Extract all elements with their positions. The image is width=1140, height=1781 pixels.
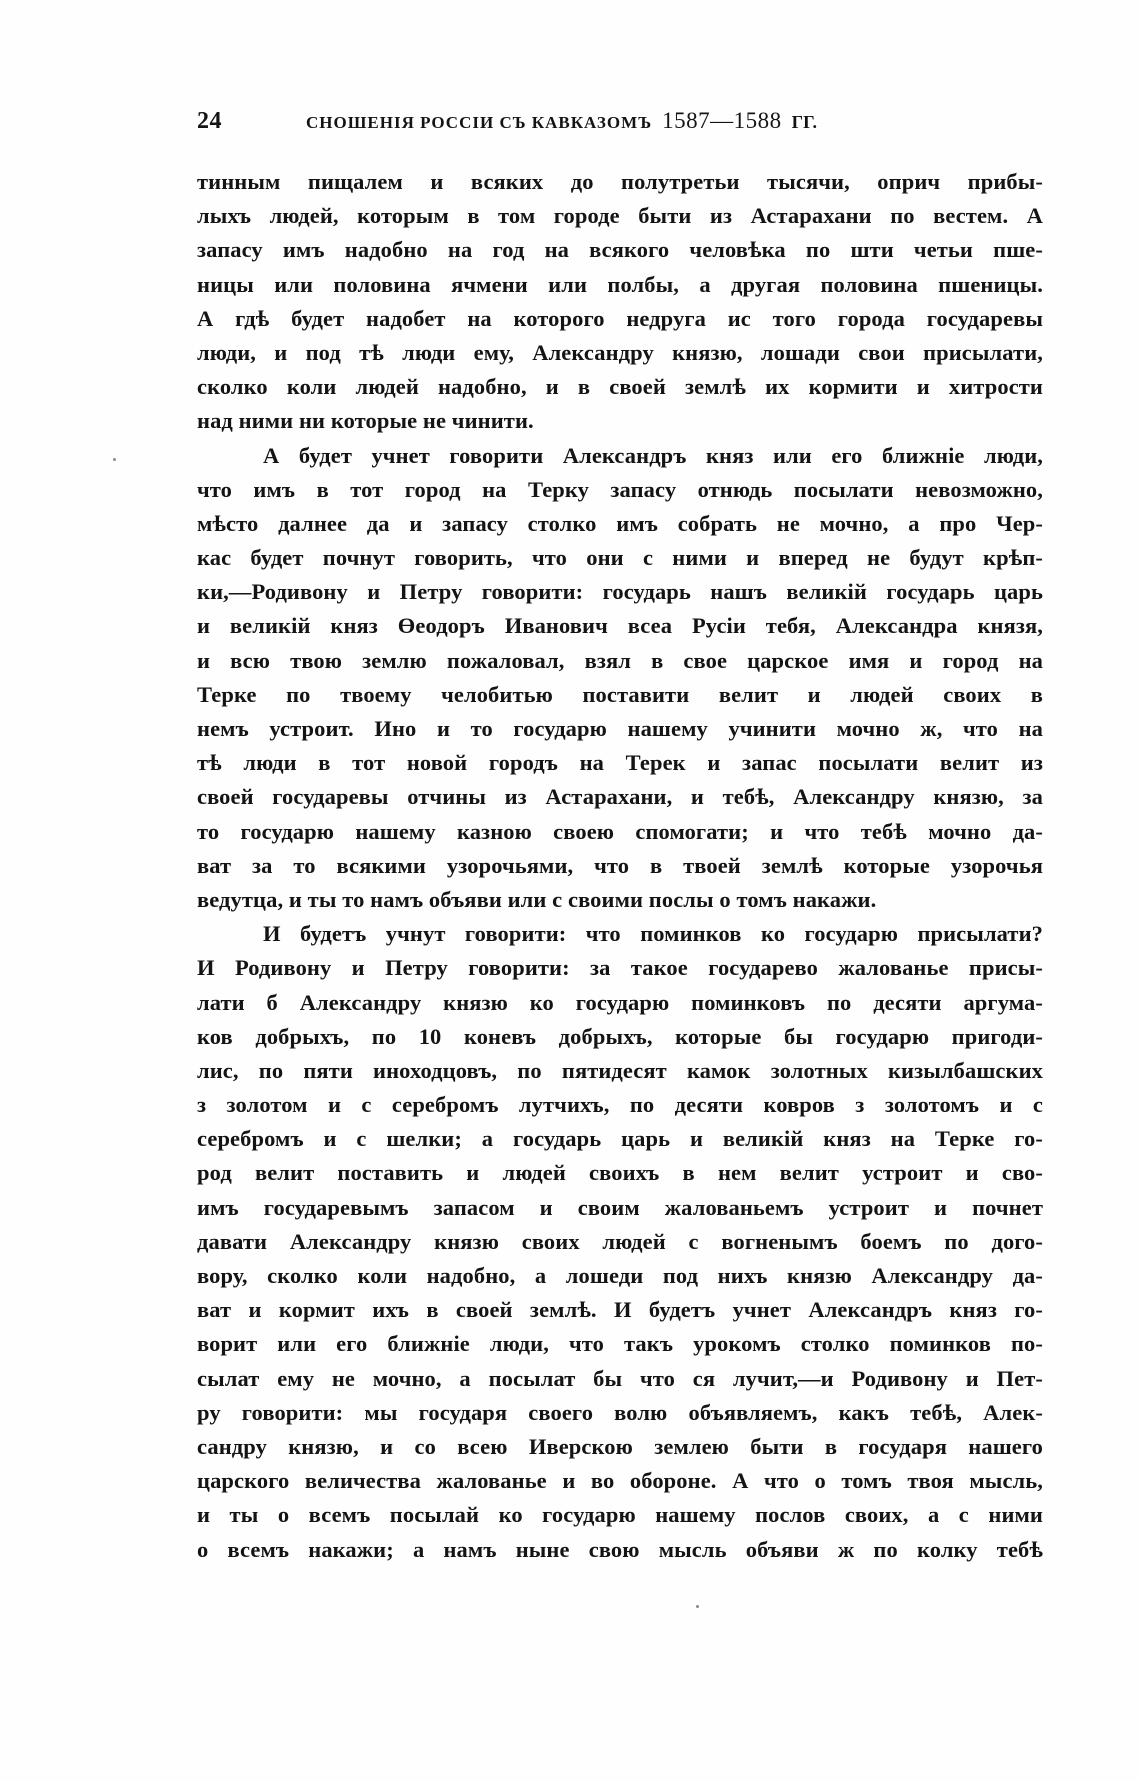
text-line: лис, по пяти иноходцовъ, по пятидесят камок золотных кизылбашских	[197, 1057, 1043, 1083]
body-text	[197, 165, 1043, 1567]
text-line: ват за то всякими узорочьями, что в твоей землѣ которые узорочья	[197, 852, 1043, 878]
running-title-abbrev: ГГ.	[791, 112, 818, 132]
paragraph-first-line: А будет учнет говорити Александръ княз или его ближніе люди,	[263, 442, 1043, 468]
text-line: царского величества жалованье и во обороне. А что о томъ твоя мысль,	[197, 1468, 1043, 1494]
page-number: 24	[197, 108, 222, 134]
text-line: И Родивону и Петру говорити: за такое государево жалованье присы-	[197, 955, 1043, 981]
text-line: ков добрыхъ, по 10 коневъ добрыхъ, которые бы государю пригоди-	[197, 1023, 1043, 1049]
text-line: ки,—Родивону и Петру говорити: государь нашъ великій государь царь	[197, 579, 1043, 605]
text-line: род велит поставить и людей своихъ в нем велит устроит и сво-	[197, 1160, 1043, 1186]
text-line: ведутца, и ты то намъ объяви или с своими послы о томъ накажи.	[197, 886, 877, 912]
paragraph-first-line: И будетъ учнут говорити: что поминков ко государю присылати?	[263, 921, 1043, 947]
text-line: серебромъ и с шелки; а государь царь и великій княз на Терке го-	[197, 1126, 1043, 1152]
text-line: о всемъ накажи; а намъ ныне свою мысль объяви ж по колку тебѣ	[197, 1536, 1043, 1562]
text-line: сколко коли людей надобно, и в своей землѣ их кормити и хитрости	[197, 374, 1043, 400]
text-line: лати б Александру князю ко государю поминковъ по десяти аргума-	[197, 989, 1043, 1015]
text-line: своей государевы отчины из Астарахани, и тебѣ, Александру князю, за	[197, 784, 1043, 810]
text-line: лыхъ людей, которым в том городе быти из Астарахани по вестем. А	[197, 203, 1043, 229]
text-line: и великій княз Өеодоръ Иванович всеа Русіи тебя, Александра князя,	[197, 613, 1043, 639]
print-speck	[113, 458, 116, 461]
text-line: з золотом и с серебромъ лутчихъ, по десяти ковров з золотомъ и с	[197, 1092, 1043, 1118]
text-line: над ними ни которые не чинити.	[197, 408, 534, 434]
text-line: вору, сколко коли надобно, а лошеди под нихъ князю Александру да-	[197, 1263, 1043, 1288]
text-line: тѣ люди в тот новой городъ на Терек и запас посылати велит из	[197, 750, 1043, 776]
text-line: сылат ему не мочно, а посылат бы что ся лучит,—и Родивону и Пет-	[197, 1365, 1043, 1391]
text-line: тинным пищалем и всяких до полутретьи тысячи, оприч прибы-	[197, 169, 1043, 194]
text-line: имъ государевымъ запасом и своим жалованьемъ устроит и почнет	[197, 1194, 1043, 1220]
text-line: ру говорити: мы государя своего волю объявляемъ, какъ тебѣ, Алек-	[197, 1399, 1043, 1425]
text-line: кас будет почнут говорить, что они с ними и вперед не будут крѣп-	[197, 545, 1043, 571]
print-speck	[696, 1605, 699, 1608]
running-title: СНОШЕНІЯ РОССІИ СЪ КАВКАЗОМЪ	[306, 113, 653, 132]
text-line: что имъ в тот город на Терку запасу отнюдь посылати невозможно,	[197, 476, 1043, 502]
text-line: мѣсто далнее да и запасу столко имъ собрать не мочно, а про Чер-	[197, 510, 1043, 536]
text-line: ницы или половина ячмени или полбы, а другая половина пшеницы.	[197, 271, 1043, 297]
text-line: немъ устроит. Ино и то государю нашему учинити мочно ж, что на	[197, 716, 1043, 741]
text-line: и всю твою землю пожаловал, взял в свое царское имя и город на	[197, 647, 1043, 673]
text-line: и ты о всемъ посылай ко государю нашему послов своих, а с ними	[197, 1502, 1043, 1528]
text-line: люди, и под тѣ люди ему, Александру князю, лошади свои присылати,	[197, 339, 1043, 365]
text-line: А гдѣ будет надобет на которого недруга ис того города государевы	[197, 305, 1043, 331]
text-line: сандру князю, и со всею Иверскою землею быти в государя нашего	[197, 1433, 1043, 1459]
running-title-years: 1587—1588	[662, 108, 782, 133]
text-line: давати Александру князю своих людей с вогненымъ боемъ по дого-	[197, 1228, 1043, 1254]
running-header	[197, 108, 1043, 142]
text-line: Терке по твоему челобитью поставити велит и людей своих в	[197, 681, 1043, 707]
text-line: ворит или его ближніе люди, что такъ урокомъ столко поминков по-	[197, 1331, 1043, 1357]
text-line: запасу имъ надобно на год на всякого человѣка по шти четьи пше-	[197, 237, 1043, 263]
text-line: то государю нашему казною своею спомогати; и что тебѣ мочно да-	[197, 818, 1043, 844]
text-line: ват и кормит ихъ в своей землѣ. И будетъ учнет Александръ княз го-	[197, 1297, 1043, 1323]
